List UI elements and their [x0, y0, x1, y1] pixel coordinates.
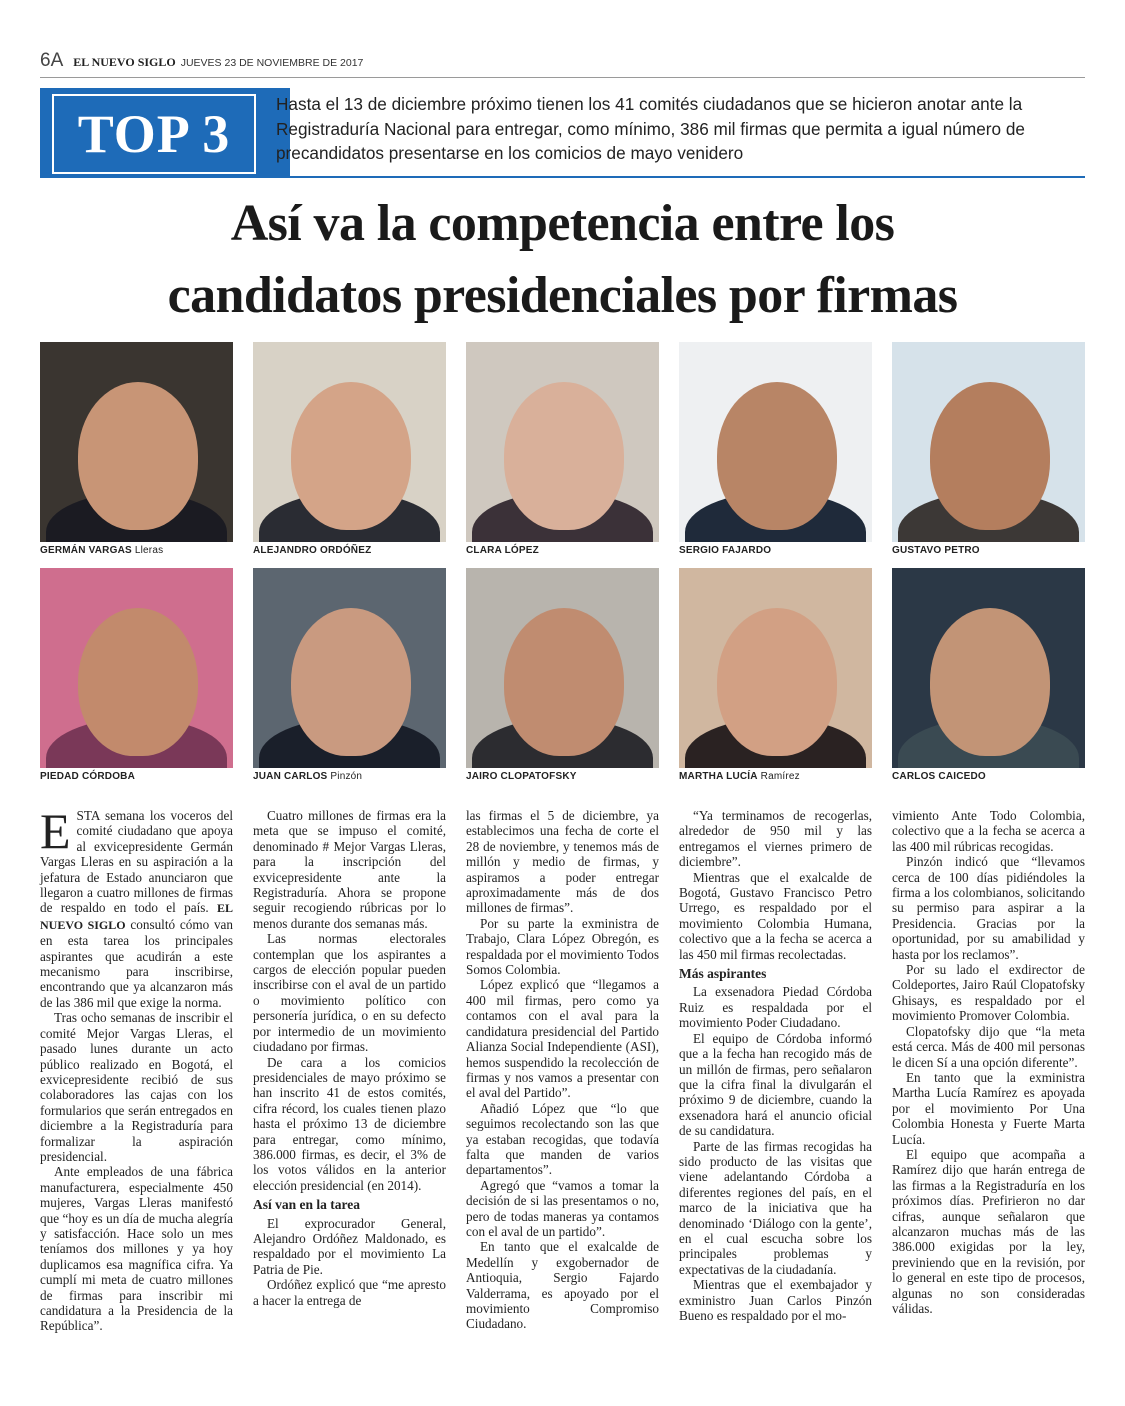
paragraph: López explicó que “llegamos a 400 mil firmas, pero como ya contamos con el aval para la candidatura presidencial del Partido Alianza Social Independiente (ASI), hemos suspendido la recolección de firmas y nos vamos a presentar con el aval del Partido”. — [466, 977, 659, 1101]
paragraph: Clopatofsky dijo que “la meta está cerca. Más de 400 mil personas le dicen Sí a una opción diferente”. — [892, 1023, 1085, 1070]
paragraph: El equipo de Córdoba informó que a la fecha han recogido más de un millón de firmas, pero señalaron que la cifra final la divulgarán el próximo 9 de diciembre, cuando la exsenadora hará el anuncio oficial de su candidatura. — [679, 1030, 872, 1139]
drop-cap: E — [40, 803, 71, 859]
caption-name-bold: ALEJANDRO ORDÓÑEZ — [253, 545, 372, 556]
newspaper-name: EL NUEVO SIGLO — [73, 55, 176, 69]
paragraph: Mientras que el exembajador y exministro Juan Carlos Pinzón Bueno es respaldado por el mo- — [679, 1277, 872, 1323]
caption-name-rest: Pinzón — [327, 771, 363, 782]
top3-banner — [40, 88, 1085, 178]
subheading: Así van en la tarea — [253, 1197, 360, 1213]
article-column-4 — [679, 808, 872, 1323]
candidate-photo — [40, 568, 233, 768]
top3-summary: Hasta el 13 de diciembre próximo tienen los 41 comités ciudadanos que se hicieron anotar ante la Registraduría Nacional para entregar, como mínimo, 386 mil firmas que permita a igual número de precandidatos presentarse en los comicios de mayo venidero — [276, 94, 1025, 163]
portrait-face — [291, 382, 411, 530]
photo-caption — [40, 545, 233, 556]
caption-name-bold: CARLOS CAICEDO — [892, 771, 986, 782]
photo-caption — [679, 545, 872, 556]
issue-date: JUEVES 23 DE NOVIEMBRE DE 2017 — [180, 57, 364, 69]
page-number: 6A — [40, 50, 64, 71]
caption-name-rest: Ramírez — [757, 771, 800, 782]
paragraph: Pinzón indicó que “llevamos cerca de 100 días pidiéndoles la firma a los colombianos, solicitando su permiso para aspirar a la Presidencia. Gracias por la oportunidad, por su amabilidad y hasta por los reclamos”. — [892, 854, 1085, 962]
paragraph: El equipo que acompaña a Ramírez dijo que harán entrega de las firmas a la Registraduría en los próximos días. Prefirieron no dar cifras, aunque señalaron que alcanzaron muchas más de las 386.000 exigidas por la ley, previniendo que en la revisión, por lo general en este tipo de procesos, algunas no son consideradas válidas. — [892, 1146, 1085, 1316]
paragraph: En tanto que la exministra Martha Lucía Ramírez es apoyada por el movimiento Por Una Colombia Honesta y Fuerte Marta Lucía. — [892, 1069, 1085, 1147]
paragraph: las firmas el 5 de diciembre, ya establecimos una fecha de corte el 28 de noviembre, y tenemos más de millón y medio de firmas, y aspiramos a poder entregar aproximadamente más de dos millones de firmas”. — [466, 808, 659, 916]
article-column-2 — [253, 808, 446, 1308]
photo-caption — [466, 545, 659, 556]
portrait-face — [504, 608, 624, 756]
photo-caption — [892, 545, 1085, 556]
photo-caption — [253, 545, 446, 556]
candidate-photo — [679, 342, 872, 542]
portrait-face — [930, 608, 1050, 756]
paragraph: Ante empleados de una fábrica manufacturera, especialmente 450 mujeres, Vargas Lleras manifestó que “hoy es un día de mucha alegría y satisfacción. Hace solo un mes teníamos dos millones y ya hoy duplicamos esa magnífica cifra. Ya cumplí mi meta de cuatro millones de firmas para inscribir mi candidatura a la Presidencia de la República”. — [40, 1164, 233, 1334]
paragraph: Las normas electorales contemplan que los aspirantes a cargos de elección popular pueden inscribirse con el aval de un partido o movimiento político con personería jurídica, o en su defecto por intermedio de un movimiento ciudadano por firmas. — [253, 931, 446, 1055]
paragraph: La exsenadora Piedad Córdoba Ruiz es respaldada por el movimiento Poder Ciudadano. — [679, 984, 872, 1031]
paragraph: Cuatro millones de firmas era la meta que se impuso el comité, denominado # Mejor Vargas Lleras, para la inscripción del exvicepresidente ante la Registraduría. Ahora se propone seguir recogiendo rúbricas por lo menos durante dos semanas más. — [253, 808, 446, 931]
portrait-face — [504, 382, 624, 530]
portrait-face — [78, 382, 198, 530]
caption-name-bold: MARTHA LUCÍA — [679, 771, 758, 782]
candidate-photo — [679, 568, 872, 768]
paragraph: En tanto que el exalcalde de Medellín y exgobernador de Antioquia, Sergio Fajardo Valderrama, es apoyado por el movimiento Compromiso Ciudadano. — [466, 1239, 659, 1332]
top3-label: TOP 3 — [77, 104, 231, 164]
paragraph: Añadió López que “lo que seguimos recolectando son las que ya estaban recogidas, que todavía falta que manden de varios departamentos”. — [466, 1100, 659, 1178]
paragraph: De cara a los comicios presidenciales de mayo próximo se han inscrito 41 de estos comités, cifra récord, los cuales tienen plazo hasta el próximo 13 de diciembre para entregar, como mínimo, 386.000 firmas, es decir, el 3% de los votos válidos en la anterior elección presidencial (en 2014). — [253, 1054, 446, 1193]
article-column-3 — [466, 808, 659, 1332]
candidate-photo — [892, 342, 1085, 542]
paragraph: Ordóñez explicó que “me apresto a hacer la entrega de — [253, 1277, 446, 1308]
candidate-photo — [892, 568, 1085, 768]
photo-caption — [466, 771, 659, 782]
candidate-photo — [466, 342, 659, 542]
article-column-1 — [40, 803, 234, 1334]
paragraph: Parte de las firmas recogidas ha sido producto de las visitas que viene adelantando Córdoba a diferentes regiones del país, en el marco de la iniciativa que ha denominado ‘Diálogo con la gente’, en el cual escucha sobre los principales problemas y expectativas de la ciudadanía. — [679, 1138, 872, 1277]
page-folio — [40, 50, 1085, 78]
headline-line-2: candidatos presidenciales por firmas — [167, 267, 958, 324]
photo-caption — [253, 771, 446, 782]
top3-box — [52, 94, 256, 174]
paragraph: El exprocurador General, Alejandro Ordóñez Maldonado, es respaldado por el movimiento La Patria de Pie. — [253, 1215, 446, 1277]
portrait-face — [717, 608, 837, 756]
caption-name-rest: Lleras — [131, 545, 164, 556]
candidate-photo — [40, 342, 233, 542]
paragraph: Mientras que el exalcalde de Bogotá, Gustavo Francisco Petro Urrego, es respaldado por el movimiento Colombia Humana, colectivo que a la fecha se acerca a las 450 mil firmas recolectadas. — [679, 869, 872, 962]
paragraph: “Ya terminamos de recogerlas, alrededor de 950 mil y las entregamos el viernes primero de diciembre”. — [679, 808, 872, 870]
subheading: Más aspirantes — [679, 966, 767, 982]
paragraph: Por su parte la exministra de Trabajo, Clara López Obregón, es respaldada por el movimiento Todos Somos Colombia. — [466, 915, 659, 978]
paragraph: Tras ocho semanas de inscribir el comité Mejor Vargas Lleras, el pasado lunes durante un acto público realizado en Bogotá, el exvicepresidente recibió de sus colaboradores las cajas con los formularios que serán entregados en diciembre a la Registraduría para formalizar la aspiración presidencial. — [40, 1010, 233, 1164]
portrait-face — [291, 608, 411, 756]
caption-name-bold: PIEDAD CÓRDOBA — [40, 771, 136, 782]
portrait-face — [717, 382, 837, 530]
portrait-face — [930, 382, 1050, 530]
headline-line-1: Así va la competencia entre los — [230, 195, 895, 252]
caption-name-bold: GUSTAVO PETRO — [892, 545, 980, 556]
caption-name-bold: JAIRO CLOPATOFSKY — [466, 771, 577, 782]
photo-caption — [679, 771, 872, 782]
newspaper-name-inline: EL NUEVO SIGLO — [40, 901, 234, 932]
paragraph-text: STA semana los voceros del comité ciudadano que apoya al exvicepresidente Germán Vargas Lleras en su aspiración a la jefatura de Estado anunciaron que llegaron a cuatro millones de firmas de respaldo en todo el país. — [40, 808, 233, 916]
photo-caption — [40, 771, 233, 782]
caption-name-bold: CLARA LÓPEZ — [466, 545, 539, 556]
portrait-face — [78, 608, 198, 756]
paragraph: Por su lado el exdirector de Coldeportes, Jairo Raúl Clopatofsky Ghisays, es respaldado por el movimiento Promover Colombia. — [892, 962, 1085, 1024]
photo-caption — [892, 771, 1085, 782]
candidate-photo — [253, 342, 446, 542]
caption-name-bold: GERMÁN VARGAS — [40, 545, 132, 556]
paragraph: Agregó que “vamos a tomar la decisión de si las presentamos o no, pero de todas maneras ya contamos con el aval de un partido”. — [466, 1177, 659, 1239]
caption-name-bold: JUAN CARLOS — [253, 771, 328, 782]
caption-name-bold: SERGIO FAJARDO — [679, 545, 772, 556]
candidate-photo — [466, 568, 659, 768]
paragraph: vimiento Ante Todo Colombia, colectivo que a la fecha se acerca a las 400 mil rúbricas recogidas. — [892, 808, 1085, 854]
candidate-photo — [253, 568, 446, 768]
article-column-5 — [892, 808, 1085, 1316]
paragraph — [40, 803, 234, 1010]
headline — [40, 188, 1085, 332]
paragraph-text: consultó cómo van en esta tarea los principales aspirantes que acudirán a este mecanismo para inscribirse, encontrando que ya alcanzaron más de las 386 mil que exige la norma. — [40, 916, 234, 1010]
